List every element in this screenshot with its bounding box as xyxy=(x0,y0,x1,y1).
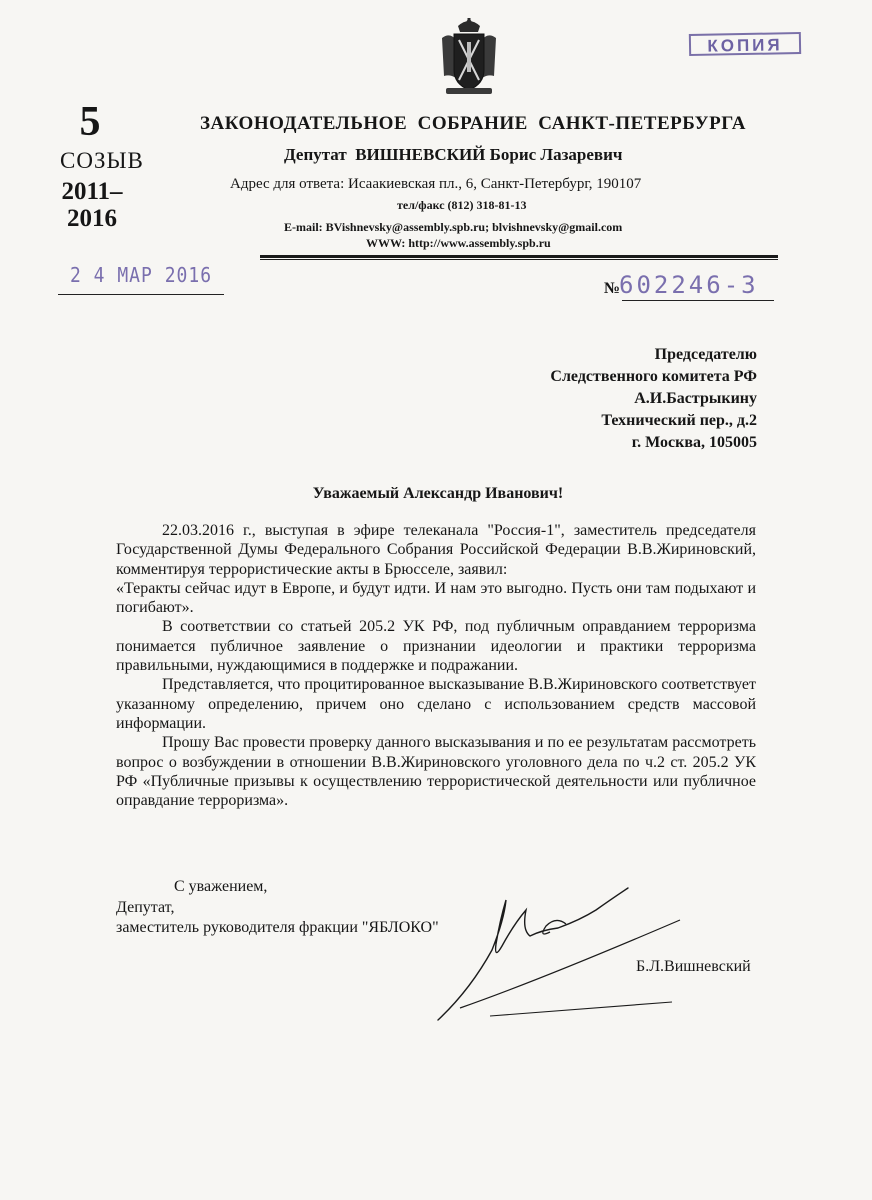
closing-faction: заместитель руководителя фракции "ЯБЛОКО" xyxy=(116,919,439,936)
body-paragraph: 22.03.2016 г., выступая в эфире телеканала "Россия-1", заместитель председателя Государственной Думы Федерального Собрания Российской Федерации В.В.Жириновский, комментируя террористические акты в Брюсселе, заявил: xyxy=(116,522,756,578)
copy-stamp: КОПИЯ xyxy=(689,32,801,56)
organization-name: ЗАКОНОДАТЕЛЬНОЕ СОБРАНИЕ САНКТ-ПЕТЕРБУРГА xyxy=(200,113,746,134)
addressee-name: А.И.Бастрыкину xyxy=(634,390,757,407)
addressee-block xyxy=(440,344,757,454)
body-paragraph: В соответствии со статьей 205.2 УК РФ, под публичным оправданием терроризма понимается публичное заявление о признании идеологии и практики терроризма правильными, нуждающимися в поддержке и подражании. xyxy=(116,618,756,675)
date-underline xyxy=(58,294,224,295)
reply-address: Адрес для ответа: Исаакиевская пл., 6, Санкт-Петербург, 190107 xyxy=(230,176,642,192)
signer-name: Б.Л.Вишневский xyxy=(636,958,751,975)
registration-number-stamp: 602246-3 xyxy=(619,271,759,299)
addressee-organization: Следственного комитета РФ xyxy=(550,368,757,385)
letter-greeting: Уважаемый Александр Иванович! xyxy=(312,485,564,502)
body-paragraph: Прошу Вас провести проверку данного высказывания и по ее результатам рассмотреть вопрос о возбуждении в отношении В.В.Жириновского уголовного дела по ч.2 ст. 205.2 УК РФ «Публичные призывы к осуществлению террористической деятельности или публичное оправдание терроризма». xyxy=(116,734,756,810)
addressee-street: Технический пер., д.2 xyxy=(601,412,757,429)
letter-body xyxy=(116,521,756,810)
convocation-years-start: 2011– xyxy=(61,178,123,205)
body-quote: «Теракты сейчас идут в Европе, и будут идти. И нам это выгодно. Пусть они там подыхают и погибают». xyxy=(116,579,756,617)
tel-fax: тел/факс (812) 318-81-13 xyxy=(397,198,527,212)
addressee-title: Председателю xyxy=(654,346,757,363)
header-rule-thick xyxy=(260,255,778,258)
website-line: WWW: http://www.assembly.spb.ru xyxy=(366,236,551,250)
convocation-label: СОЗЫВ xyxy=(60,148,144,173)
header-rule-thin xyxy=(260,259,778,260)
email-line: E-mail: BVishnevsky@assembly.spb.ru; blvishnevsky@gmail.com xyxy=(284,220,623,234)
date-stamp: 2 4 MAP 2016 xyxy=(70,263,213,288)
addressee-city: г. Москва, 105005 xyxy=(631,434,757,451)
closing-position: Депутат, xyxy=(116,899,175,916)
body-paragraph: Представляется, что процитированное высказывание В.В.Жириновского соответствует указанному определению, причем оно сделано с использованием средств массовой информации. xyxy=(116,676,756,732)
number-underline xyxy=(622,300,774,301)
convocation-number: 5 xyxy=(79,99,101,145)
closing-regards: С уважением, xyxy=(174,878,268,895)
signature-icon xyxy=(430,880,690,1030)
number-label: № xyxy=(604,280,621,297)
convocation-years xyxy=(60,178,124,232)
deputy-name: Депутат ВИШНЕВСКИЙ Борис Лазаревич xyxy=(284,145,623,164)
convocation-years-end: 2016 xyxy=(67,205,117,232)
coat-of-arms-icon xyxy=(438,18,500,98)
